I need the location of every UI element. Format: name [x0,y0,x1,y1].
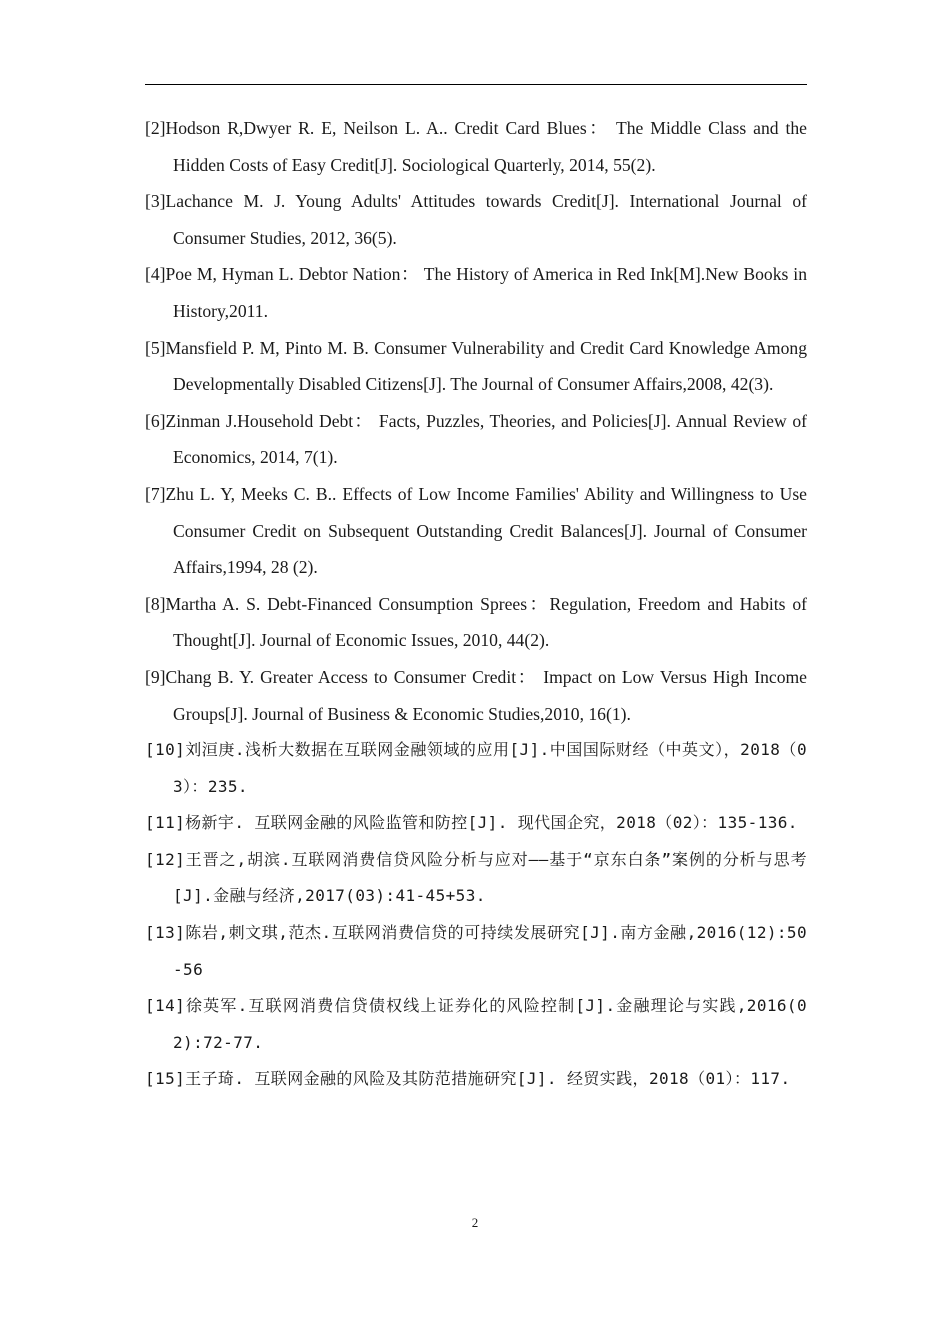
reference-item: [4]Poe M, Hyman L. Debtor Nation： The History of America in Red Ink[M].New Books in History,2011. [145,264,807,321]
reference-item: [15]王子琦. 互联网金融的风险及其防范措施研究[J]. 经贸实践，2018（01）：117. [145,1069,791,1089]
reference-item: [6]Zinman J.Household Debt： Facts, Puzzles, Theories, and Policies[J]. Annual Review of Economics, 2014, 7(1). [145,410,807,468]
reference-item: [5]Mansfield P. M, Pinto M. B. Consumer Vulnerability and Credit Card Knowledge Among Developmentally Disabled Citizens[J]. The Journal of Consumer Affairs,2008, 42(3). [145,337,807,395]
page-number: 2 [471,1215,479,1230]
header-rule [145,84,807,85]
reference-item: [7]Zhu L. Y, Meeks C. B.. Effects of Low Income Families' Ability and Willingness to Use Consumer Credit on Subsequent Outstanding Credit Balances[J]. Journal of Consumer Affairs,1994, 28 (2). [145,483,807,578]
reference-item: [12]王晋之,胡滨.互联网消费信贷风险分析与应对——基于“京东白条”案例的分析与思考[J].金融与经济,2017(03):41-45+53. [145,849,807,906]
reference-list [145,110,807,1098]
reference-item: [10]刘洹庚.浅析大数据在互联网金融领域的应用[J].中国国际财经（中英文），2018（03）：235. [145,740,807,796]
reference-item: [11]杨新宇. 互联网金融的风险监管和防控[J]. 现代国企究，2018（02）：135-136. [145,813,798,833]
reference-item: [2]Hodson R,Dwyer R. E, Neilson L. A.. Credit Card Blues： The Middle Class and the Hidden Costs of Easy Credit[J]. Sociological Quarterly, 2014, 55(2). [145,118,807,175]
reference-item: [14]徐英军.互联网消费信贷债权线上证券化的风险控制[J].金融理论与实践,2016(02):72-77. [145,996,807,1052]
reference-item: [9]Chang B. Y. Greater Access to Consumer Credit： Impact on Low Versus High Income Groups[J]. Journal of Business & Economic Studies,2010, 16(1). [145,666,807,724]
reference-item: [8]Martha A. S. Debt-Financed Consumption Sprees：Regulation, Freedom and Habits of Thought[J]. Journal of Economic Issues, 2010, 44(2). [145,593,807,651]
reference-item: [3]Lachance M. J. Young Adults' Attitudes towards Credit[J]. International Journal of Consumer Studies, 2012, 36(5). [145,191,807,248]
reference-item: [13]陈岩,刺文琪,范杰.互联网消费信贷的可持续发展研究[J].南方金融,2016(12):50-56 [145,923,807,979]
